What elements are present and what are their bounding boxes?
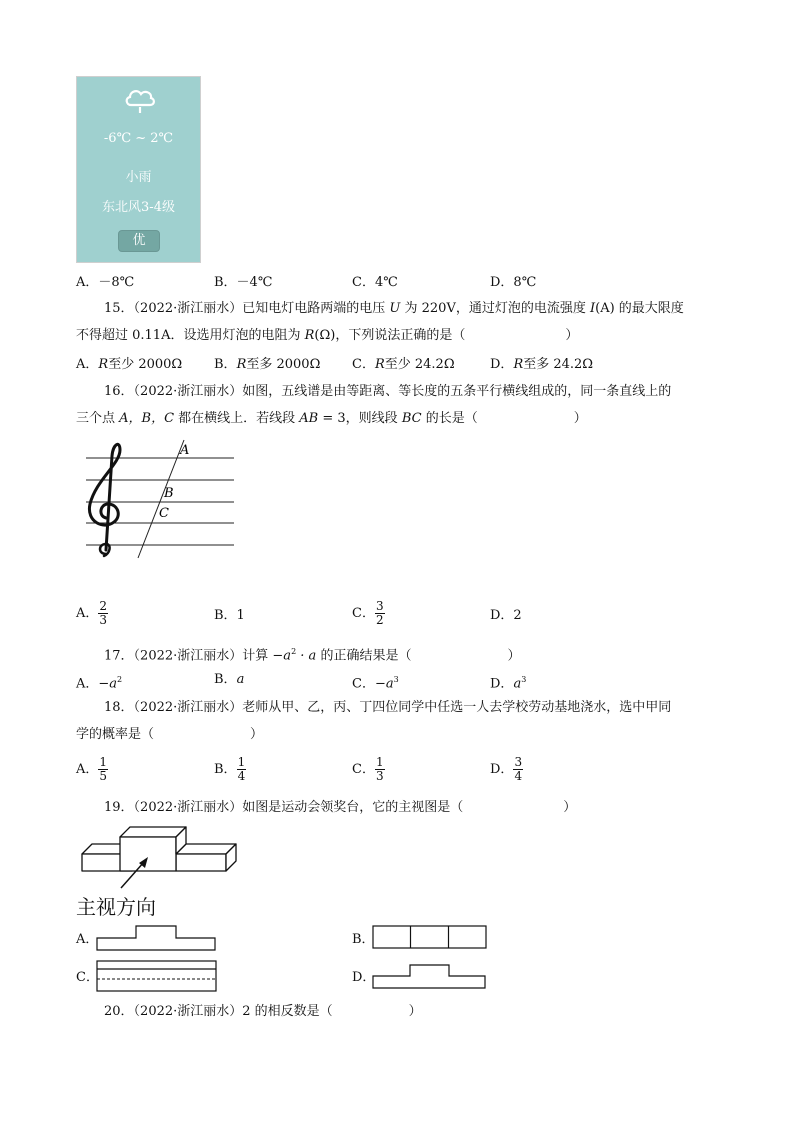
weather-wind: 东北风3-4级 bbox=[102, 200, 175, 215]
q16-stem-line2: 三个点 A，B，C 都在横线上．若线段 AB = 3，则线段 BC 的长是（ ） bbox=[76, 411, 587, 426]
podium-figure bbox=[76, 822, 246, 892]
point-label-a: A bbox=[180, 443, 190, 458]
q14-option-c: C．4℃ bbox=[352, 275, 398, 290]
point-label-b: B bbox=[164, 486, 174, 501]
q19-option-a-label: A． bbox=[76, 932, 99, 947]
weather-card bbox=[76, 76, 201, 263]
view-direction-caption: 主视方向 bbox=[76, 895, 156, 919]
air-quality-badge: 优 bbox=[118, 230, 160, 252]
q15-option-a: A．R至少 2000Ω bbox=[76, 357, 183, 372]
q18-option-b: B． $\frac{1}{4}$ bbox=[214, 755, 246, 783]
q16-stem-line1: 16．（2022·浙江丽水）如图，五线谱是由等距离、等长度的五条平行横线组成的，同一条直线上的 bbox=[104, 384, 672, 399]
q19-option-d-figure bbox=[372, 962, 488, 990]
q19-option-b-label: B． bbox=[352, 932, 375, 947]
q14-option-d: D．8℃ bbox=[490, 275, 537, 290]
q19-option-d-label: D． bbox=[352, 970, 376, 985]
q17-option-d: D．$a^3$ bbox=[490, 675, 527, 692]
weather-condition: 小雨 bbox=[125, 170, 152, 185]
q17-option-c: C．$-a^3$ bbox=[352, 675, 399, 692]
q16-option-d: D．2 bbox=[490, 608, 522, 623]
q19-option-c-figure bbox=[96, 959, 218, 993]
q15-stem-line2: 不得超过 0.11A．设选用灯泡的电阻为 R(Ω)，下列说法正确的是（ ） bbox=[76, 328, 579, 343]
q19-option-b-figure bbox=[372, 924, 488, 950]
q14-option-b: B．－4℃ bbox=[214, 275, 273, 290]
q15-option-d: D．R至多 24.2Ω bbox=[490, 357, 594, 372]
staff-figure bbox=[76, 436, 246, 561]
weather-temperature: -6℃ ~ 2℃ bbox=[103, 131, 174, 146]
q16-option-c: C． $\frac{3}{2}$ bbox=[352, 599, 384, 627]
q18-option-a: A． $\frac{1}{5}$ bbox=[76, 755, 108, 783]
q14-option-a: A．－8℃ bbox=[76, 275, 135, 290]
q15-option-b: B．R至多 2000Ω bbox=[214, 357, 321, 372]
q18-option-c: C． $\frac{1}{3}$ bbox=[352, 755, 384, 783]
q19-option-c-label: C． bbox=[76, 970, 99, 985]
q17-stem: 17．（2022·浙江丽水）计算 $-a^2 \cdot a$ 的正确结果是（ ） bbox=[104, 647, 521, 664]
q20-stem: 20．（2022·浙江丽水）2 的相反数是（ ） bbox=[104, 1004, 422, 1019]
q15-option-c: C．R至少 24.2Ω bbox=[352, 357, 455, 372]
q18-stem-line1: 18．（2022·浙江丽水）老师从甲、乙，丙、丁四位同学中任选一人去学校劳动基地浇水，选中甲同 bbox=[104, 700, 672, 715]
rain-cloud-icon bbox=[123, 87, 157, 115]
q17-option-b: B．a bbox=[214, 672, 245, 687]
q19-stem: 19．（2022·浙江丽水）如图是运动会领奖台，它的主视图是（ ） bbox=[104, 800, 577, 815]
q15-stem-line1: 15．（2022·浙江丽水）已知电灯电路两端的电压 U 为 220V，通过灯泡的电流强度 I(A) 的最大限度 bbox=[104, 301, 684, 316]
q16-option-a: A． $\frac{2}{3}$ bbox=[76, 599, 108, 627]
q18-option-d: D． $\frac{3}{4}$ bbox=[490, 755, 523, 783]
q18-stem-line2: 学的概率是（ ） bbox=[76, 727, 264, 742]
treble-clef-icon bbox=[89, 444, 120, 556]
point-label-c: C bbox=[159, 506, 169, 521]
q17-option-a: A．$-a^2$ bbox=[76, 675, 123, 692]
q19-option-a-figure bbox=[96, 924, 218, 952]
q16-option-b: B．1 bbox=[214, 608, 245, 623]
